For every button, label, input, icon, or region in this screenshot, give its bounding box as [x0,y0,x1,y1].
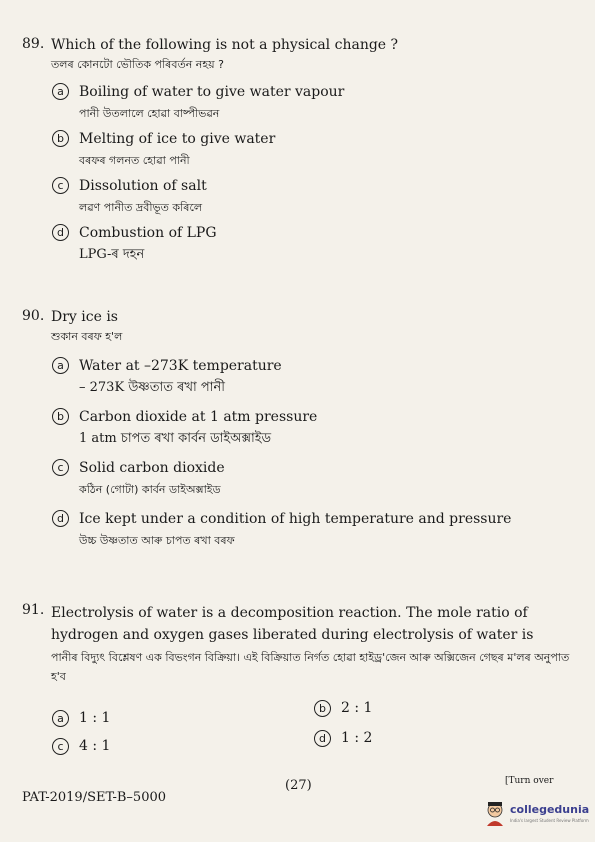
option-value: 1 : 2 [341,730,373,746]
option-text-bn: লৱণ পানীত দ্ৰবীভূত কৰিলে [79,201,203,214]
option-label: c [52,459,69,476]
logo-tagline: India's largest Student Review Platform [510,818,589,823]
option-text-en: Water at –273K temperature [79,358,282,374]
option-text-en: Carbon dioxide at 1 atm pressure [79,409,318,425]
option-a[interactable] [52,357,574,396]
logo-name: collegedunia [510,803,590,816]
question-89 [22,36,574,263]
option-text-en: Solid carbon dioxide [79,460,225,476]
question-number: 89. [22,36,45,52]
option-label: c [52,738,69,755]
options-grid [52,698,512,754]
option-text-bn: বৰফৰ গলনত হোৱা পানী [79,154,190,167]
question-text-bn: তলৰ কোনটো ভৌতিক পৰিবৰ্তন নহয় ? [51,58,224,71]
option-c[interactable] [52,177,574,216]
option-b[interactable] [52,408,574,447]
question-90 [22,308,574,549]
option-text-en: Boiling of water to give water vapour [79,84,345,100]
option-label: d [52,224,69,241]
option-label: c [52,177,69,194]
option-label: d [314,730,331,747]
option-label: a [52,83,69,100]
question-91 [22,602,574,762]
option-label: b [314,700,331,717]
turn-over-note: [Turn over [505,776,554,786]
option-text-bn: 1 atm চাপত ৰখা কাৰ্বন ডাইঅক্সাইড [79,431,272,446]
option-text-bn: LPG-ৰ দহন [79,247,145,262]
option-label: b [52,130,69,147]
question-number: 91. [22,602,45,618]
option-text-en: Combustion of LPG [79,225,217,241]
page-number: (27) [285,778,312,793]
option-text-en: Ice kept under a condition of high temperature and pressure [79,511,512,527]
question-text-bn: শুকান বৰফ হ'ল [51,330,123,343]
option-text-bn: পানী উতলালে হোৱা বাষ্পীভৱন [79,107,220,120]
option-a[interactable] [52,83,574,122]
question-text-en: Dry ice is [51,309,118,325]
option-b[interactable] [52,130,574,169]
student-mascot-icon [484,800,506,826]
option-b[interactable] [314,700,372,716]
option-value: 4 : 1 [79,738,111,754]
question-number: 90. [22,308,45,324]
option-text-bn: উচ্চ উষ্ণতাত আৰু চাপত ৰখা বৰফ [79,534,235,547]
option-value: 1 : 1 [79,710,111,726]
option-label: d [52,510,69,527]
question-text-en: Which of the following is not a physical change ? [51,37,399,53]
option-c[interactable] [52,738,110,754]
option-a[interactable] [52,710,110,726]
option-value: 2 : 1 [341,700,373,716]
option-text-bn: কঠিন (গোটা) কাৰ্বন ডাইঅক্সাইড [79,483,221,496]
option-text-bn: – 273K উষ্ণতাত ৰখা পানী [79,380,225,395]
option-d[interactable] [52,510,574,549]
option-d[interactable] [52,224,574,263]
option-text-en: Dissolution of salt [79,178,207,194]
option-label: b [52,408,69,425]
option-label: a [52,357,69,374]
question-text-en: Electrolysis of water is a decomposition reaction. The mole ratio of hydrogen and oxygen gases liberated during electrolysis of water is [51,605,534,643]
option-d[interactable] [314,730,372,746]
question-text-bn: পানীৰ বিদ্যুৎ বিশ্লেষণ এক বিভংগন বিক্ৰিয়া। এই বিক্ৰিয়াত নিৰ্গত হোৱা হাইড্ৰ'জেন আৰু অক্সিজেন গেছৰ ম'লৰ অনুপাত হ'ব [51,651,570,683]
paper-code: PAT-2019/SET-B–5000 [22,790,167,805]
option-text-en: Melting of ice to give water [79,131,276,147]
option-c[interactable] [52,459,574,498]
collegedunia-logo [484,800,594,830]
option-label: a [52,710,69,727]
